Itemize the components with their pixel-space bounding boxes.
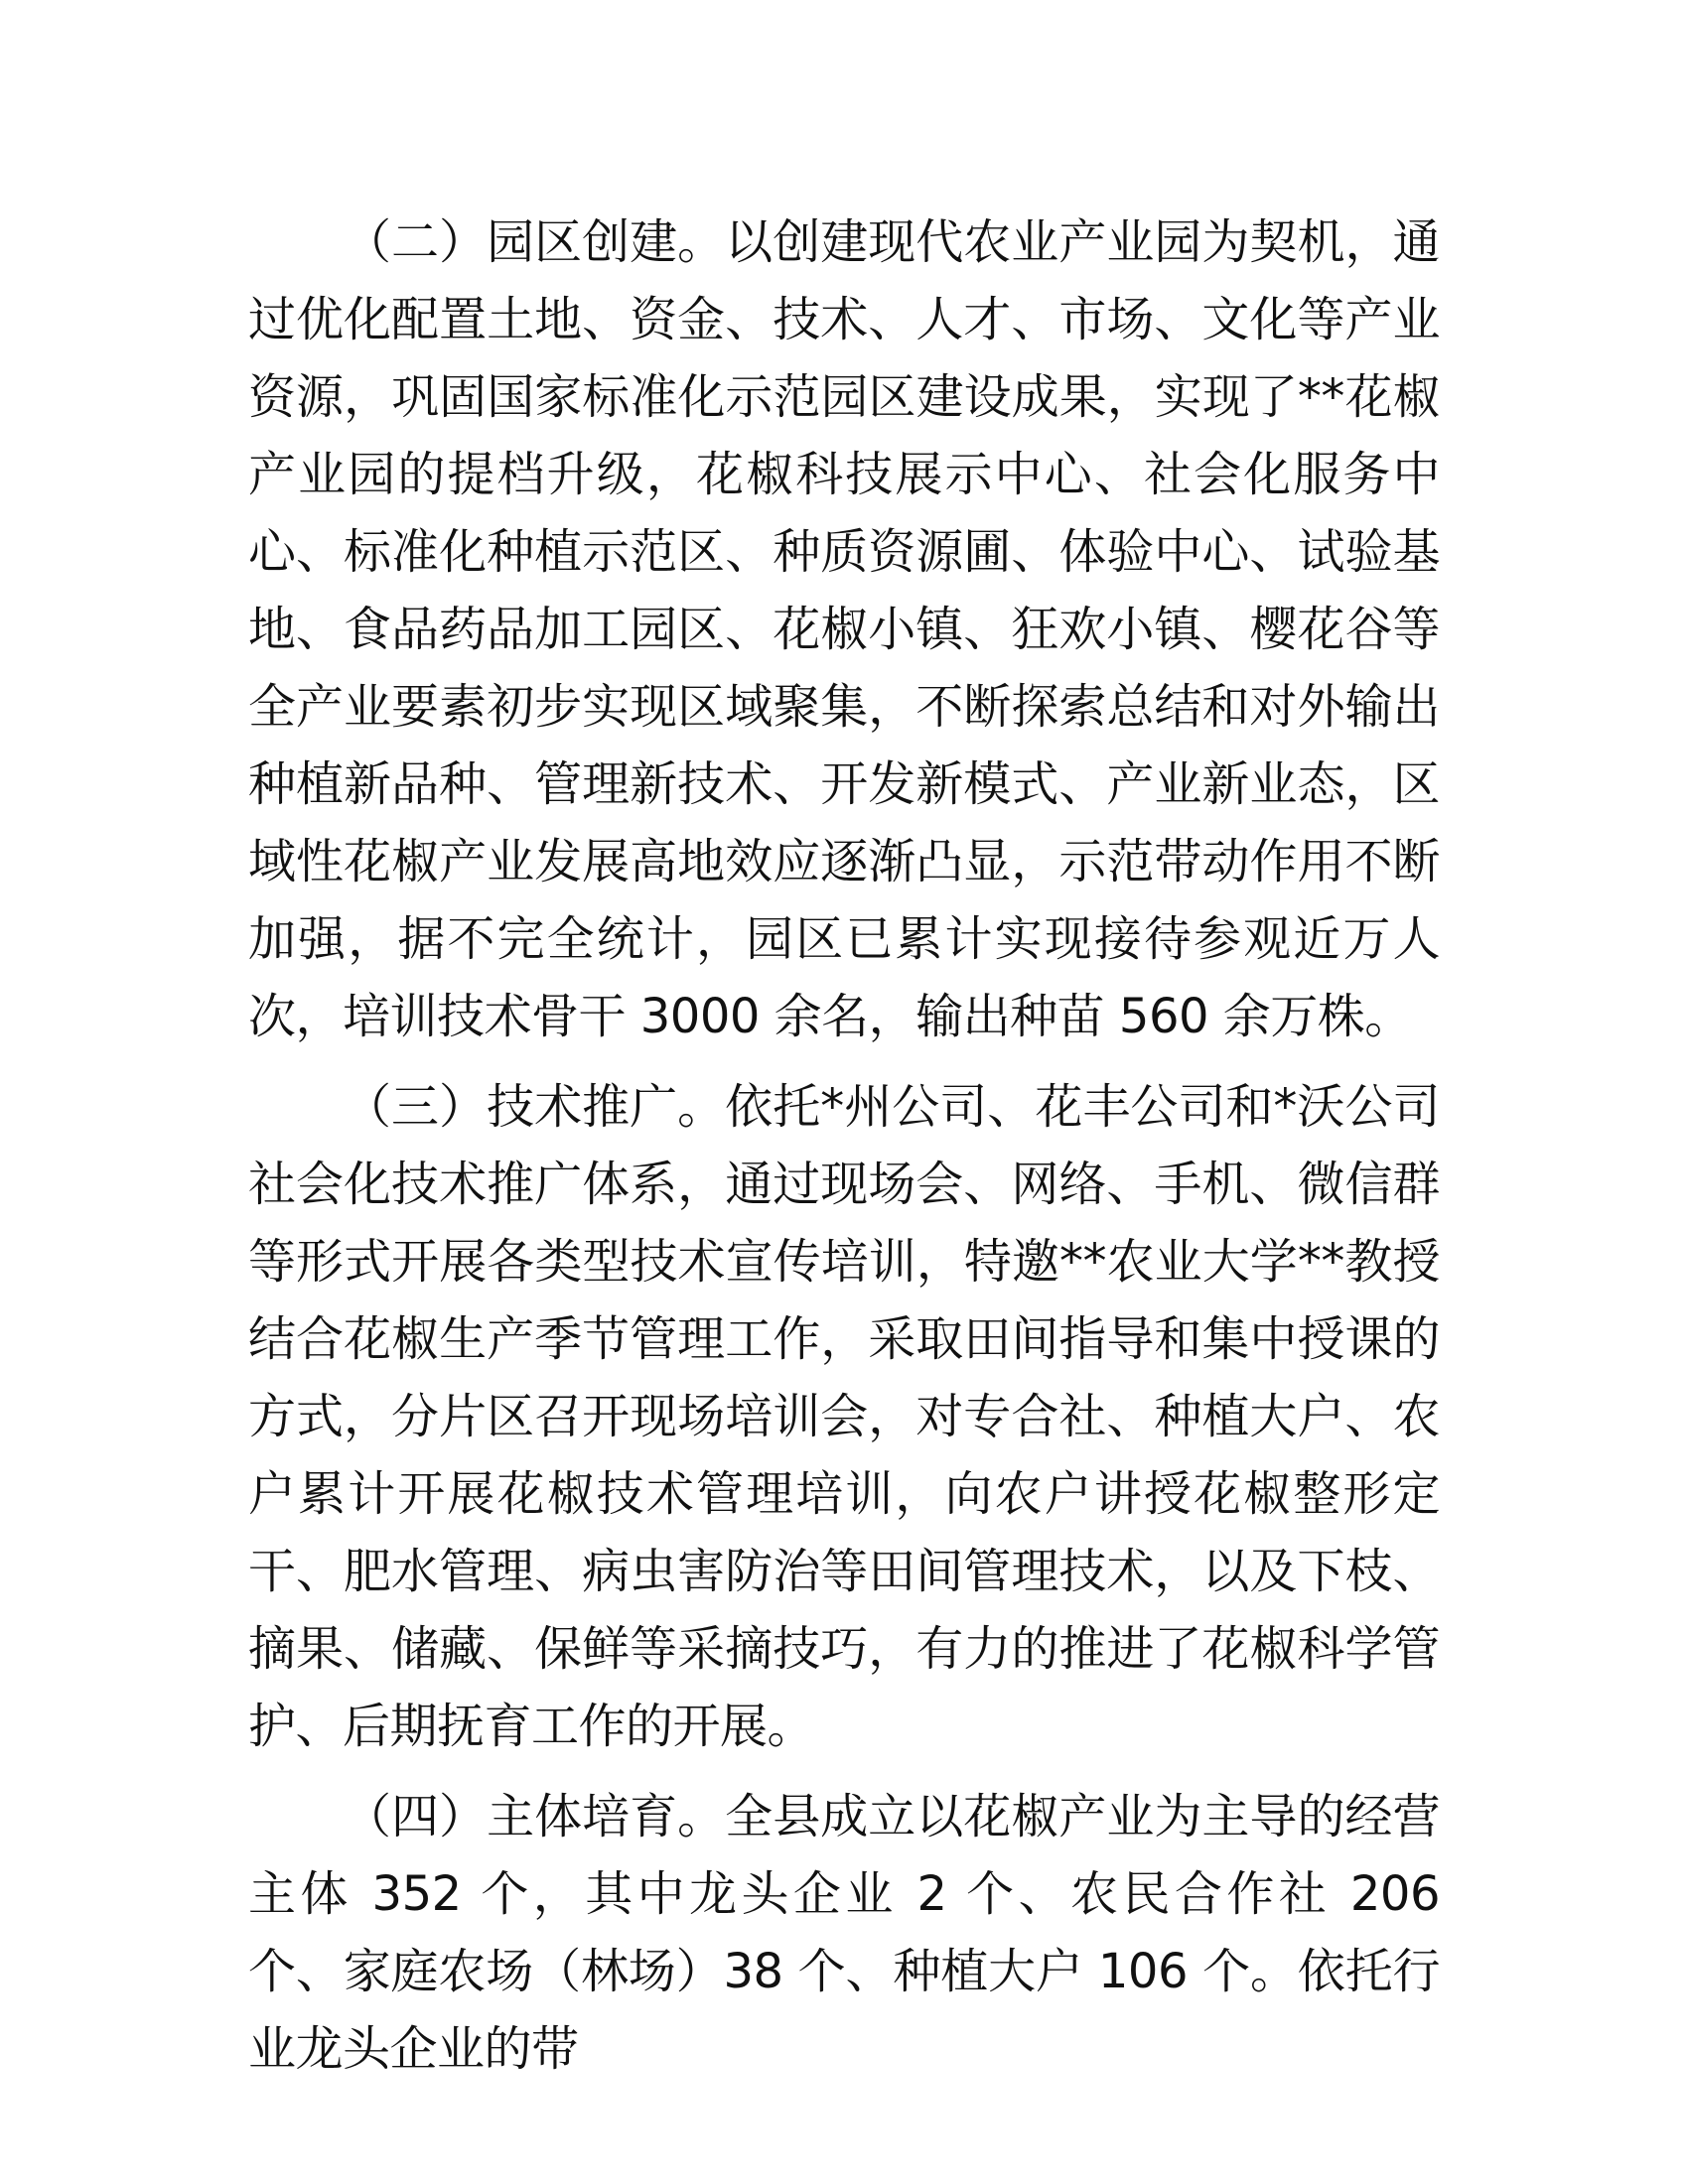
paragraph-entity-cultivation: （四）主体培育。全县成立以花椒产业为主导的经营主体 352 个，其中龙头企业 2 个、农民合作社 206 个、家庭农场（林场）38 个、种植大户 106 个。依托行业龙头企业的带 xyxy=(248,1789,1440,2077)
paragraph-technology-promotion: （三）技术推广。依托*州公司、花丰公司和*沃公司社会化技术推广体系，通过现场会、网络、手机、微信群等形式开展各类型技术宣传培训，特邀**农业大学**教授结合花椒生产季节管理工作，采取田间指导和集中授课的方式，分片区召开现场培训会，对专合社、种植大户、农户累计开展花椒技术管理培训，向农户讲授花椒整形定干、肥水管理、病虫害防治等田间管理技术，以及下枝、摘果、储藏、保鲜等采摘技巧，有力的推进了花椒科学管护、后期抚育工作的开展。 xyxy=(248,1079,1440,1754)
document-body xyxy=(248,204,1440,2101)
paragraph-park-creation: （二）园区创建。以创建现代农业产业园为契机，通过优化配置土地、资金、技术、人才、市场、文化等产业资源，巩固国家标准化示范园区建设成果，实现了**花椒产业园的提档升级，花椒科技展示中心、社会化服务中心、标准化种植示范区、种质资源圃、体验中心、试验基地、食品药品加工园区、花椒小镇、狂欢小镇、樱花谷等全产业要素初步实现区域聚集，不断探索总结和对外输出种植新品种、管理新技术、开发新模式、产业新业态，区域性花椒产业发展高地效应逐渐凸显，示范带动作用不断加强，据不完全统计，园区已累计实现接待参观近万人次，培训技术骨干 3000 余名，输出种苗 560 余万株。 xyxy=(248,214,1440,1044)
